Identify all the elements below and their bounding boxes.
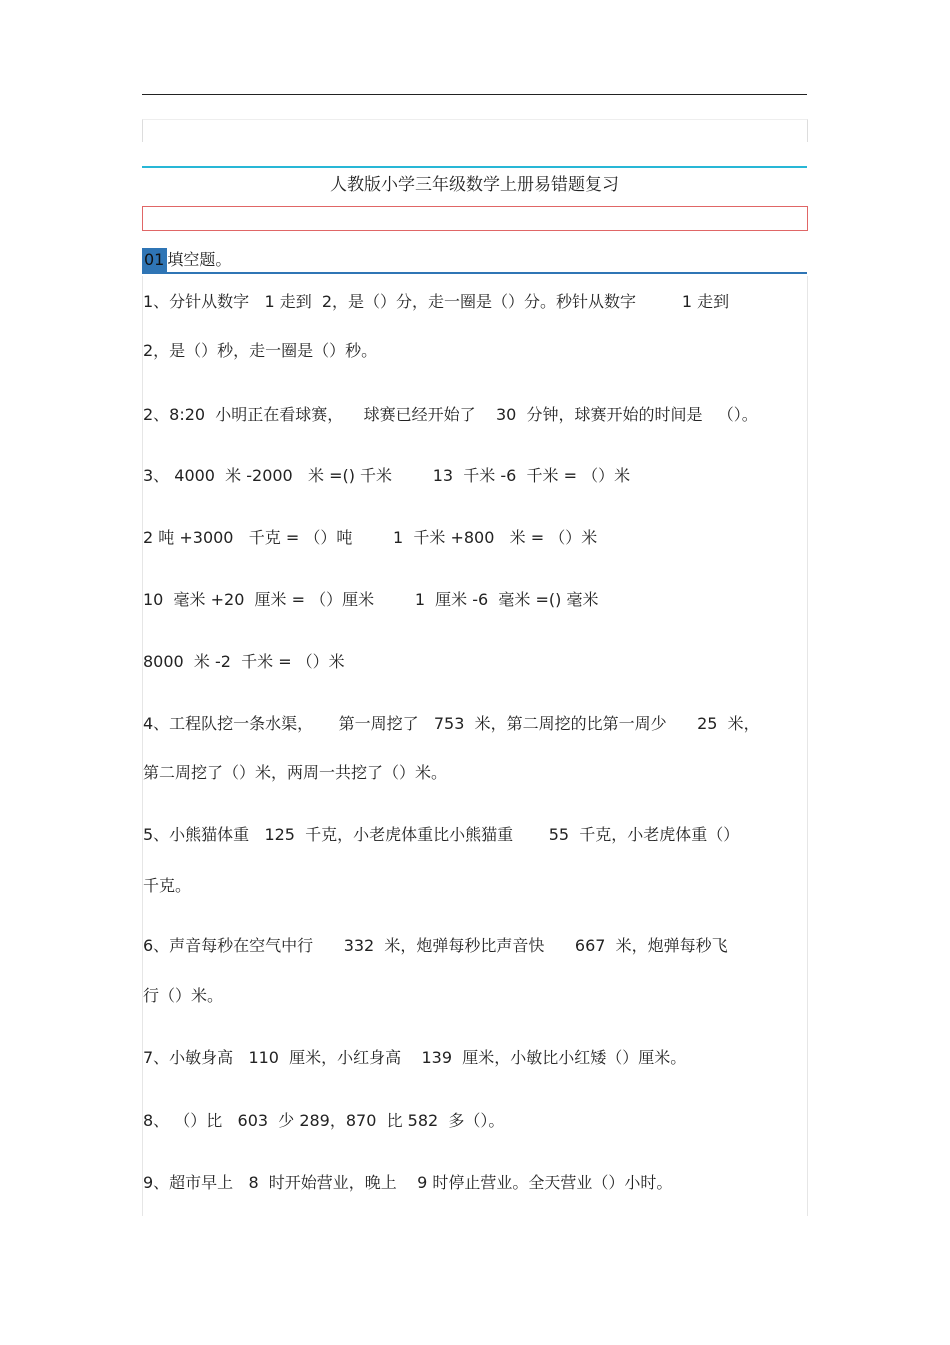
question-line: 7、小敏身高 110 厘米，小红身高 139 厘米，小敏比小红矮（）厘米。: [143, 1048, 687, 1067]
question-line: 第二周挖了（）米，两周一共挖了（）米。: [143, 763, 448, 782]
question-line: 9、超市早上 8 时开始营业，晚上 9 时停止营业。全天营业（）小时。: [143, 1173, 673, 1192]
question-line: 4、工程队挖一条水渠， 第一周挖了 753 米，第二周挖的比第一周少 25 米，: [143, 714, 760, 733]
title-divider: [142, 166, 807, 168]
header-frame: [142, 119, 808, 142]
question-line: 3、 4000 米 -2000 米 =() 千米 13 千米 -6 千米 = （）米: [143, 466, 631, 485]
question-line: 8000 米 -2 千米 = （）米: [143, 652, 345, 671]
question-line: 10 毫米 +20 厘米 = （）厘米 1 厘米 -6 毫米 =() 毫米: [143, 590, 599, 609]
section-number: 01: [142, 248, 167, 272]
question-line: 千克。: [143, 876, 192, 895]
top-rule: [142, 94, 807, 95]
question-line: 2、8:20 小明正在看球赛， 球赛已经开始了 30 分钟，球赛开始的时间是 （）。: [143, 405, 758, 424]
empty-red-box: [142, 206, 808, 231]
question-line: 行（）米。: [143, 986, 224, 1005]
section-heading: [142, 248, 807, 274]
question-line: 5、小熊猫体重 125 千克，小老虎体重比小熊猫重 55 千克，小老虎体重（）: [143, 825, 740, 844]
question-line: 2 吨 +3000 千克 = （）吨 1 千米 +800 米 = （）米: [143, 528, 598, 547]
section-label: 填空题。: [167, 250, 232, 269]
question-line: 1、分针从数字 1 走到 2，是（）分，走一圈是（）分。秒针从数字 1 走到: [143, 292, 730, 311]
question-line: 8、 （）比 603 少 289，870 比 582 多（）。: [143, 1111, 505, 1130]
document-title: 人教版小学三年级数学上册易错题复习: [330, 175, 619, 195]
question-line: 6、声音每秒在空气中行 332 米，炮弹每秒比声音快 667 米，炮弹每秒飞: [143, 936, 728, 955]
question-line: 2，是（）秒，走一圈是（）秒。: [143, 341, 378, 360]
